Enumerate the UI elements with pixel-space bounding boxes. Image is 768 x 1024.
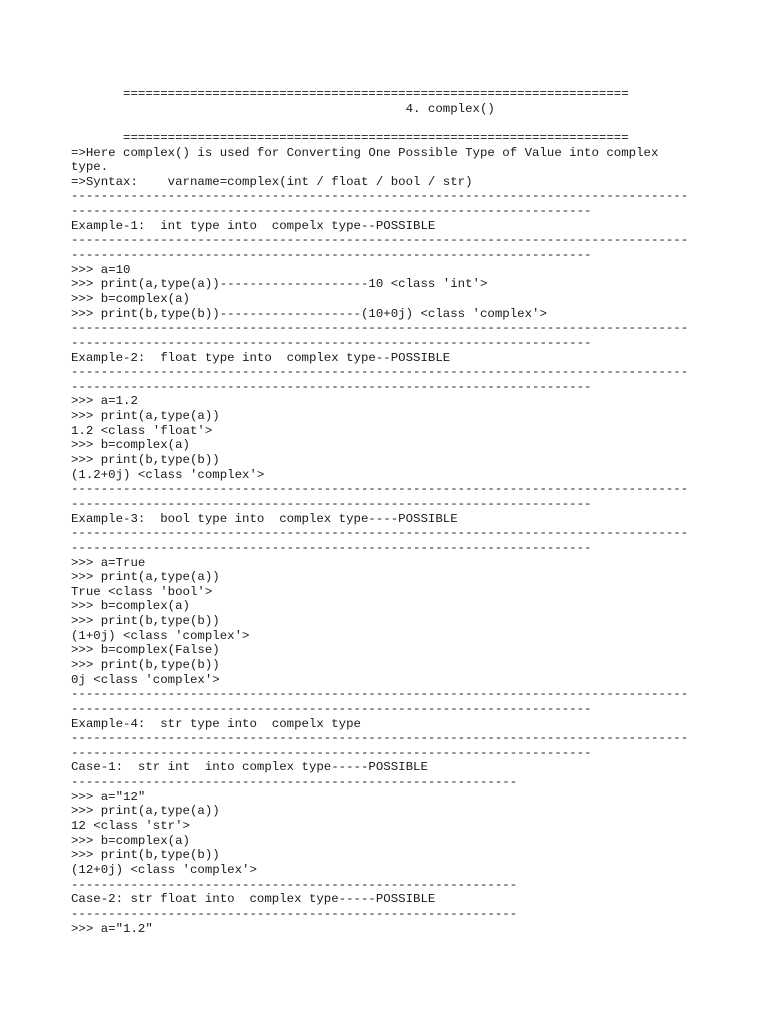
dash-separator-line: ---------------------------------------------------------------------- — [71, 701, 592, 716]
code-input-line: >>> print(b,type(b)) — [71, 848, 220, 863]
dash-separator-line: ---------------------------------------------------------------------- — [71, 379, 592, 394]
text-line: 12 <class 'str'> — [71, 819, 190, 834]
case-heading: Case-1: str int into complex type-----POSSIBLE — [71, 760, 428, 775]
double-rule-line: ==================================================================== — [71, 87, 629, 101]
code-input-line: >>> a="12" — [71, 789, 146, 804]
example-heading: Example-4: str type into compelx type — [71, 716, 361, 731]
blank-line — [71, 116, 711, 131]
dash-separator-line: ----------------------------------------------------------------------------------- — [71, 233, 689, 248]
text-line: =>Syntax: varname=complex(int / float / bool / str) — [71, 174, 473, 189]
code-input-line: >>> print(b,type(b))-------------------(10+0j) <class 'complex'> — [71, 306, 547, 321]
code-input-line: >>> print(a,type(a)) — [71, 804, 220, 819]
code-input-line: >>> b=complex(a) — [71, 291, 190, 306]
code-input-line: >>> b=complex(a) — [71, 599, 190, 614]
dash-separator-line: ------------------------------------------------------------ — [71, 775, 518, 790]
dash-separator-line: ---------------------------------------------------------------------- — [71, 335, 592, 350]
double-rule-line: ==================================================================== — [71, 130, 629, 145]
dash-separator-line: ------------------------------------------------------------ — [71, 906, 518, 921]
code-input-line: >>> b=complex(False) — [71, 643, 220, 658]
dash-separator-line: ----------------------------------------------------------------------------------- — [71, 189, 689, 204]
case-heading: Case-2: str float into complex type-----POSSIBLE — [71, 892, 436, 907]
code-input-line: >>> print(b,type(b)) — [71, 453, 220, 468]
code-input-line: >>> print(a,type(a)) — [71, 570, 220, 585]
document-page — [71, 87, 711, 936]
dash-separator-line: ---------------------------------------------------------------------- — [71, 540, 592, 555]
code-input-line: >>> print(a,type(a)) — [71, 409, 220, 424]
dash-separator-line: ----------------------------------------------------------------------------------- — [71, 321, 689, 336]
dash-separator-line: ---------------------------------------------------------------------- — [71, 204, 592, 219]
code-input-line: >>> print(b,type(b)) — [71, 657, 220, 672]
text-line: type. — [71, 160, 109, 175]
dash-separator-line: ---------------------------------------------------------------------- — [71, 248, 592, 263]
example-heading: Example-3: bool type into complex type----POSSIBLE — [71, 511, 458, 526]
code-input-line: >>> print(b,type(b)) — [71, 614, 220, 629]
code-input-line: >>> print(a,type(a))--------------------10 <class 'int'> — [71, 277, 488, 292]
dash-separator-line: ---------------------------------------------------------------------- — [71, 496, 592, 511]
text-line: =>Here complex() is used for Converting One Possible Type of Value into complex — [71, 145, 659, 160]
code-input-line: >>> a=True — [71, 555, 146, 570]
text-line: (1+0j) <class 'complex'> — [71, 628, 250, 643]
section-title: 4. complex() — [71, 101, 495, 116]
example-heading: Example-1: int type into compelx type--POSSIBLE — [71, 218, 436, 233]
code-input-line: >>> b=complex(a) — [71, 833, 190, 848]
text-line: 0j <class 'complex'> — [71, 672, 220, 687]
code-input-line: >>> a=1.2 — [71, 394, 138, 409]
code-input-line: >>> b=complex(a) — [71, 438, 190, 453]
dash-separator-line: ----------------------------------------------------------------------------------- — [71, 687, 689, 702]
code-input-line: >>> a=10 — [71, 262, 131, 277]
text-line: True <class 'bool'> — [71, 584, 213, 599]
text-line: (12+0j) <class 'complex'> — [71, 862, 257, 877]
dash-separator-line: ------------------------------------------------------------ — [71, 877, 518, 892]
dash-separator-line: ---------------------------------------------------------------------- — [71, 745, 592, 760]
dash-separator-line: ----------------------------------------------------------------------------------- — [71, 365, 689, 380]
text-line: 1.2 <class 'float'> — [71, 423, 213, 438]
example-heading: Example-2: float type into complex type--POSSIBLE — [71, 350, 451, 365]
text-line: (1.2+0j) <class 'complex'> — [71, 467, 265, 482]
dash-separator-line: ----------------------------------------------------------------------------------- — [71, 731, 689, 746]
dash-separator-line: ----------------------------------------------------------------------------------- — [71, 482, 689, 497]
code-input-line: >>> a="1.2" — [71, 921, 153, 936]
dash-separator-line: ----------------------------------------------------------------------------------- — [71, 526, 689, 541]
